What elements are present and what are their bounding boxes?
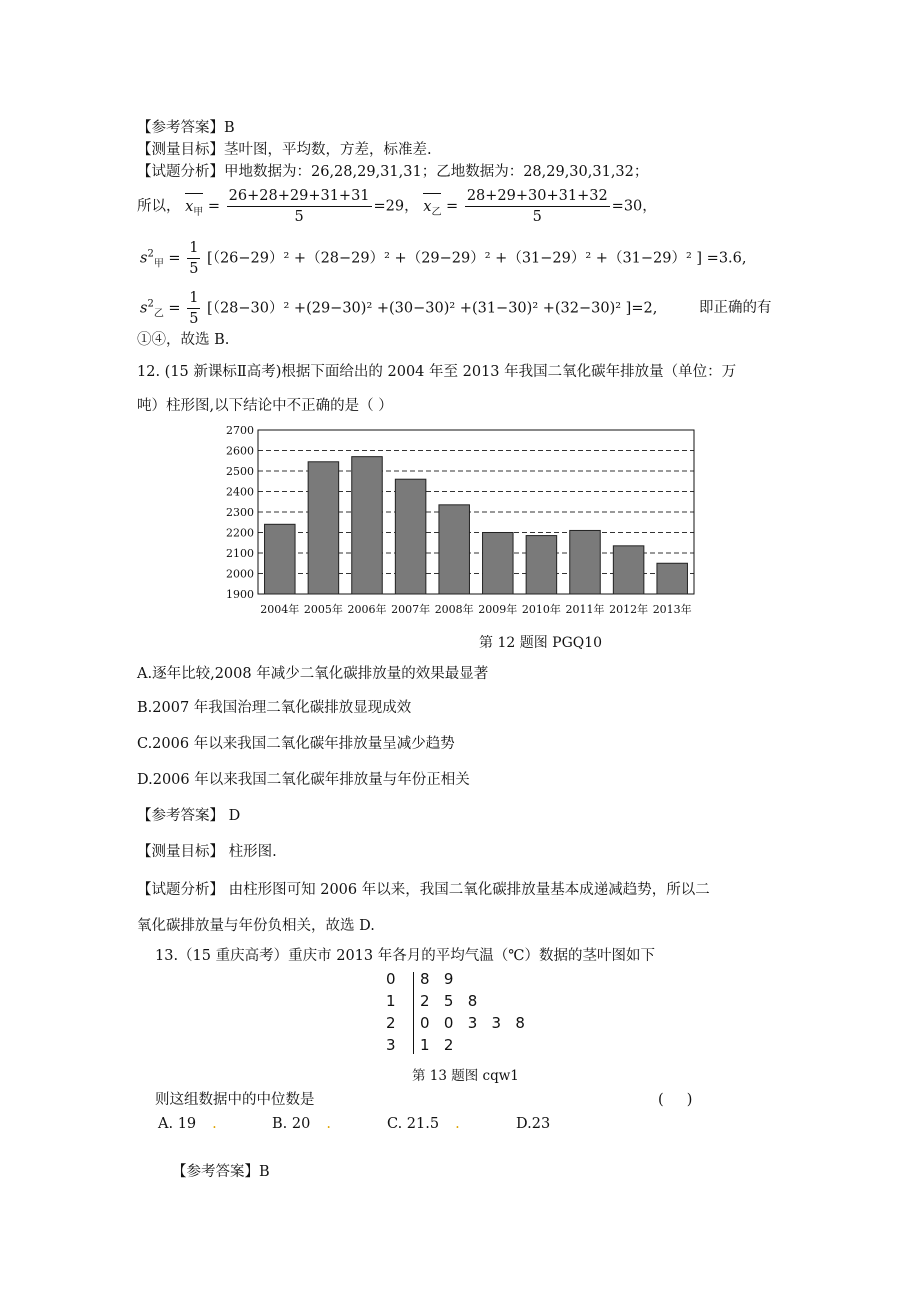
q12-line-b: 吨）柱形图,以下结论中不正确的是（ ） xyxy=(137,398,393,414)
co2-bar-chart xyxy=(220,422,700,622)
x-tick-label: 2012年 xyxy=(609,603,649,616)
goal-line-1: 【测量目标】茎叶图，平均数，方差，标准差. xyxy=(137,142,432,158)
answer-line-1: 【参考答案】B xyxy=(137,120,235,136)
variance-yi-line: $s^2_乙$ = $\frac{1}{5}$ [（28−30）² +(29−30)² +(30−30)² +(31−30)² +(32−30)² ]=2, xyxy=(140,290,658,327)
x-tick-label: 2004年 xyxy=(260,603,300,616)
option-d: D.2006 年以来我国二氧化碳年排放量与年份正相关 xyxy=(137,772,470,788)
y-tick-label: 2400 xyxy=(226,485,254,499)
q13-line: 13.（15 重庆高考）重庆市 2013 年各月的平均气温（℃）数据的茎叶图如下 xyxy=(155,948,655,964)
stem-3: 3 xyxy=(386,1036,396,1054)
leaves-3: 1 2 xyxy=(420,1036,454,1054)
x-tick-label: 2007年 xyxy=(391,603,431,616)
analysis-line-2b: 氧化碳排放量与年份负相关，故选 D. xyxy=(137,918,375,934)
variance-tail: 即正确的有 xyxy=(699,300,772,316)
analysis-line-2a: 【试题分析】 由柱形图可知 2006 年以来，我国二氧化碳排放量基本成递减趋势，所以二 xyxy=(137,882,710,898)
y-tick-label: 2000 xyxy=(226,567,254,581)
stem-0: 0 xyxy=(386,970,396,988)
option-b: B.2007 年我国治理二氧化碳排放显现成效 xyxy=(137,700,412,716)
y-tick-label: 2100 xyxy=(226,547,254,560)
bar xyxy=(308,462,339,594)
bar xyxy=(483,533,514,595)
analysis-line-1: 【试题分析】甲地数据为：26,28,29,31,31；乙地数据为：28,29,30,31,32； xyxy=(137,164,649,180)
x-tick-label: 2008年 xyxy=(434,603,474,616)
y-tick-label: 2500 xyxy=(226,465,254,478)
q13-ask: 则这组数据中的中位数是 xyxy=(155,1092,315,1108)
goal-line-2: 【测量目标】 柱形图. xyxy=(137,844,277,860)
stem-2: 2 xyxy=(386,1014,396,1032)
mean-yi-fraction: $\frac{28+29+30+31+32}{5}$ xyxy=(466,188,608,225)
answer-line-2: 【参考答案】 D xyxy=(137,808,241,824)
y-tick-label: 2300 xyxy=(226,506,254,519)
bar xyxy=(570,530,601,594)
bar xyxy=(395,479,426,594)
x-tick-label: 2006年 xyxy=(347,603,387,616)
leaves-2: 0 0 3 3 8 xyxy=(420,1014,525,1032)
stem-divider xyxy=(413,972,414,1054)
bar xyxy=(439,505,470,594)
mean-line: 所以， $x_甲$ = $\frac{26+28+29+31+31}{5}$ =29， $x_乙$ = $\frac{28+29+30+31+32}{5}$ =30， xyxy=(137,188,657,225)
q13-option-a: A. 19 . xyxy=(158,1116,217,1132)
stem-1: 1 xyxy=(386,992,396,1010)
answer-line-3: 【参考答案】B xyxy=(172,1164,270,1180)
q13-option-c: C. 21.5 . xyxy=(387,1116,460,1132)
bar xyxy=(613,546,644,594)
figure-caption-13: 第 13 题图 cqw1 xyxy=(412,1068,519,1084)
bar xyxy=(352,457,383,594)
y-tick-label: 2600 xyxy=(226,444,254,458)
bar xyxy=(526,536,557,594)
leaves-1: 2 5 8 xyxy=(420,992,478,1010)
bar xyxy=(657,563,688,594)
figure-caption-12: 第 12 题图 PGQ10 xyxy=(479,635,603,651)
bar xyxy=(265,524,296,594)
x-tick-label: 2011年 xyxy=(565,603,605,616)
option-a: A.逐年比较,2008 年减少二氧化碳排放量的效果最显著 xyxy=(137,666,489,682)
leaves-0: 8 9 xyxy=(420,970,454,988)
q13-option-d: D.23 xyxy=(516,1116,551,1132)
q13-paren: ( ) xyxy=(658,1092,693,1108)
option-c: C.2006 年以来我国二氧化碳年排放量呈减少趋势 xyxy=(137,736,455,752)
q13-option-b: B. 20 . xyxy=(272,1116,331,1132)
conclusion-line-1: ①④，故选 B. xyxy=(137,332,230,348)
y-tick-label: 2200 xyxy=(226,526,254,540)
mean-jia-fraction: $\frac{26+28+29+31+31}{5}$ xyxy=(228,188,370,225)
x-tick-label: 2005年 xyxy=(303,603,343,616)
xbar-jia: $x_甲$ xyxy=(185,196,203,224)
x-tick-label: 2009年 xyxy=(478,603,518,616)
variance-jia-line: $s^2_甲$ = $\frac{1}{5}$ [（26−29）² +（28−29）² +（29−29）² +（31−29）² +（31−29）² ] =3.6, xyxy=(140,240,747,277)
xbar-yi: $x_乙$ xyxy=(423,196,441,224)
y-tick-label: 2700 xyxy=(226,424,254,437)
y-tick-label: 1900 xyxy=(226,588,254,601)
stem-leaf-plot xyxy=(386,970,586,1060)
x-tick-label: 2013年 xyxy=(652,603,692,616)
x-tick-label: 2010年 xyxy=(521,603,561,616)
q12-line-a: 12. (15 新课标Ⅱ高考)根据下面给出的 2004 年至 2013 年我国二氧化碳年排放量（单位：万 xyxy=(137,364,737,380)
